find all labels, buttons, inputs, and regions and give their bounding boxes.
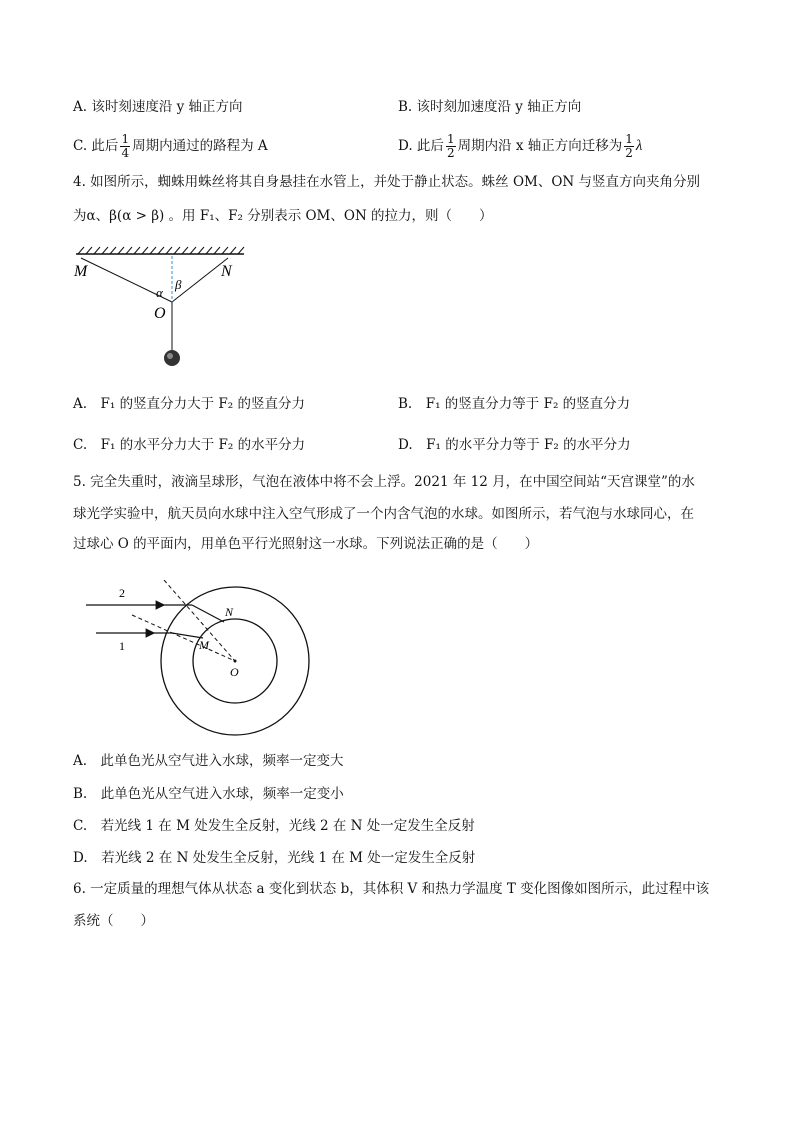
q4-option-b: B. F₁ 的竖直分力等于 F₂ 的竖直分力 [398, 396, 631, 412]
q5-stem-line1: 5. 完全失重时，液滴呈球形，气泡在液体中将不会上浮。2021 年 12 月，在中国空间站“天宫课堂”的水 [73, 474, 695, 490]
ray-2-refracted [192, 605, 224, 622]
fraction-one-half: $\frac{1}{2}$ [446, 132, 455, 160]
q5-water-ball-figure [84, 580, 324, 740]
q4-stem-line1: 4. 如图所示，蜘蛛用蛛丝将其自身悬挂在水管上，并处于静止状态。蛛丝 OM、ON 与竖直方向夹角分别 [73, 174, 701, 190]
label-o: O [230, 665, 239, 679]
angle-alpha: α [156, 285, 163, 300]
angle-beta: β [175, 277, 182, 292]
q4-option-d: D. F₁ 的水平分力等于 F₂ 的水平分力 [398, 437, 631, 453]
q5-stem-line3: 过球心 O 的平面内，用单色平行光照射这一水球。下列说法正确的是（ ） [73, 536, 539, 552]
q6-stem-line2: 系统（ ） [73, 913, 154, 929]
label-ray-1: 1 [119, 639, 125, 653]
q6-stem-line1: 6. 一定质量的理想气体从状态 a 变化到状态 b，其体积 V 和热力学温度 T 变化图像如图所示，此过程中该 [73, 881, 710, 897]
q3-option-d-prefix: D. 此后 [398, 138, 444, 154]
q3-option-b: B. 该时刻加速度沿 y 轴正方向 [398, 99, 582, 115]
label-n: N [221, 263, 232, 280]
q4-option-c: C. F₁ 的水平分力大于 F₂ 的水平分力 [73, 437, 306, 453]
fraction-one-half-lambda: $\frac{1}{2}$ [625, 132, 633, 160]
q3-option-d [398, 133, 642, 160]
q4-stem-line2: 为α、β(α > β) 。用 F₁、F₂ 分别表示 OM、ON 的拉力，则（ ） [73, 208, 493, 224]
q5-stem-line2: 球光学实验中，航天员向水球中注入空气形成了一个内含气泡的水球。如图所示，若气泡与水球同心，在 [73, 506, 694, 522]
label-n: N [225, 605, 234, 619]
q5-option-a: A. 此单色光从空气进入水球，频率一定变大 [73, 753, 344, 769]
q3-option-a: A. 该时刻速度沿 y 轴正方向 [73, 99, 243, 115]
fraction-one-quarter: $\frac{1}{4}$ [121, 132, 130, 160]
q3-option-c-suffix: 周期内通过的路程为 A [132, 138, 268, 154]
lambda-symbol: λ [635, 138, 643, 154]
label-m: M [74, 263, 88, 280]
q3-option-c [73, 133, 268, 160]
label-o: O [154, 305, 166, 322]
q4-option-a: A. F₁ 的竖直分力大于 F₂ 的竖直分力 [73, 396, 305, 412]
q3-option-c-prefix: C. 此后 [73, 138, 119, 154]
q5-option-c: C. 若光线 1 在 M 处发生全反射，光线 2 在 N 处一定发生全反射 [73, 818, 475, 834]
q4-spider-figure [70, 246, 250, 376]
q5-option-b: B. 此单色光从空气进入水球，频率一定变小 [73, 786, 344, 802]
label-m: M [199, 638, 209, 652]
label-ray-2: 2 [119, 586, 125, 600]
q3-option-d-middle: 周期内沿 x 轴正方向迁移为 [457, 138, 623, 154]
ceiling-hatching [78, 247, 244, 254]
q5-option-d: D. 若光线 2 在 N 处发生全反射，光线 1 在 M 处一定发生全反射 [73, 850, 476, 866]
